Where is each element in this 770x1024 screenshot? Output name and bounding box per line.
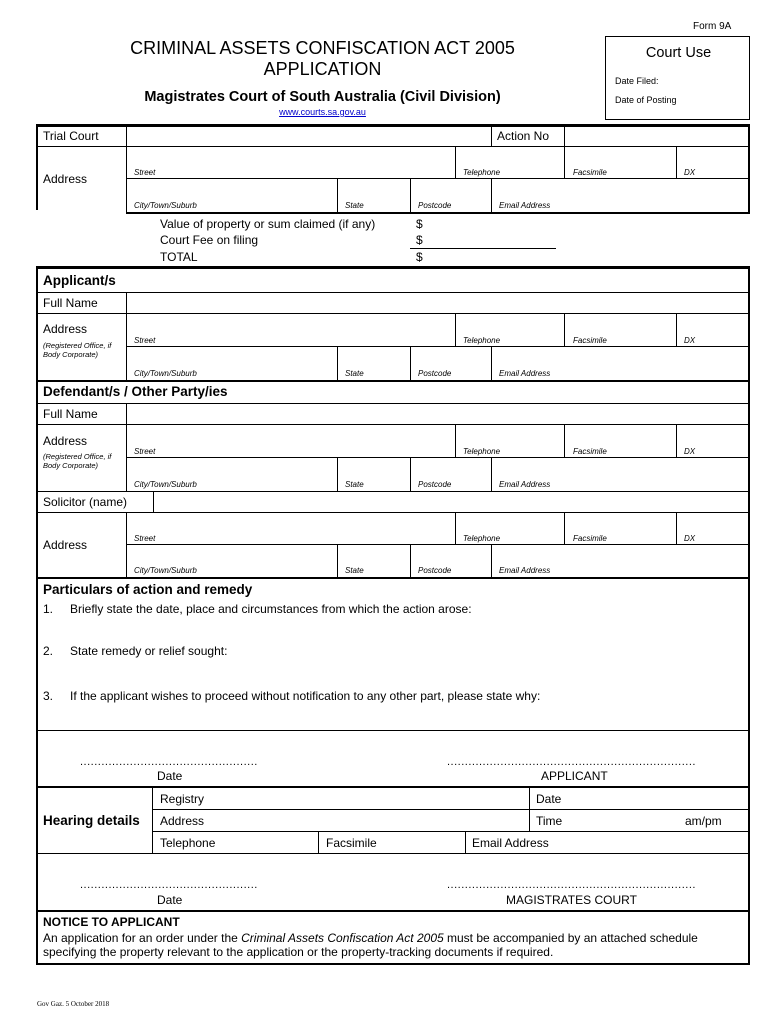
email-label: Email Address (499, 201, 551, 210)
facsimile-label: Facsimile (573, 534, 607, 543)
hearing-facsimile-label: Facsimile (326, 836, 377, 850)
hearing-telephone-label: Telephone (160, 836, 216, 850)
hearing-heading: Hearing details (43, 813, 140, 828)
street-label: Street (134, 447, 156, 456)
trial-court-label: Trial Court (43, 129, 99, 143)
form-title-line2: APPLICATION (263, 59, 382, 79)
telephone-label: Telephone (463, 168, 501, 177)
form-title (60, 38, 585, 80)
particulars-item-3-num: 3. (43, 689, 54, 703)
solicitor-label: Solicitor (name) (43, 495, 128, 509)
date-posting-label: Date of Posting (615, 95, 677, 105)
defendant-heading: Defendant/s / Other Party/ies (43, 384, 228, 399)
value-label: Value of property or sum claimed (if any) (160, 217, 376, 231)
defendant-full-name-label: Full Name (43, 407, 98, 421)
total-label: TOTAL (160, 250, 198, 264)
hearing-date-label: Date (536, 792, 562, 806)
court-date-label: Date (157, 893, 183, 907)
dx-label: DX (684, 534, 696, 543)
email-label: Email Address (499, 369, 551, 378)
city-label: City/Town/Suburb (134, 369, 197, 378)
applicant-address-label: Address (43, 322, 88, 336)
particulars-item-1-num: 1. (43, 602, 54, 616)
facsimile-label: Facsimile (573, 168, 607, 177)
court-date-dots[interactable]: .................................................. (80, 879, 258, 891)
hearing-email-label: Email Address (472, 836, 549, 850)
action-no-field[interactable] (565, 127, 748, 146)
telephone-label: Telephone (463, 534, 501, 543)
registry-label: Registry (160, 792, 205, 806)
particulars-heading: Particulars of action and remedy (43, 582, 253, 597)
facsimile-label: Facsimile (573, 336, 607, 345)
date-filed-label: Date Filed: (615, 76, 659, 86)
notice-heading: NOTICE TO APPLICANT (43, 915, 180, 929)
trial-address-label: Address (43, 172, 88, 186)
fee-label: Court Fee on filing (160, 233, 259, 247)
state-label: State (345, 201, 364, 210)
form-title-line1: CRIMINAL ASSETS CONFISCATION ACT 2005 (130, 38, 515, 58)
applicant-registered-note: (Registered Office, if Body Corporate) (43, 341, 112, 359)
court-url-link[interactable]: www.courts.sa.gov.au (279, 107, 366, 117)
particulars-item-2-num: 2. (43, 644, 54, 658)
applicant-full-name-label: Full Name (43, 296, 98, 310)
email-label: Email Address (499, 480, 551, 489)
particulars-item-1-text: Briefly state the date, place and circumstances from which the action arose: (70, 602, 472, 616)
defendant-address-label: Address (43, 434, 88, 448)
court-signature-dots[interactable]: ...................................................................... (447, 879, 696, 891)
solicitor-address-label: Address (43, 538, 88, 552)
applicant-full-name-field[interactable] (127, 293, 748, 313)
notice-text (43, 931, 743, 959)
dx-label: DX (684, 336, 696, 345)
court-use-box (605, 36, 750, 120)
court-signature-label: MAGISTRATES COURT (506, 893, 637, 907)
applicant-signature-label: APPLICANT (541, 769, 608, 783)
applicant-date-label: Date (157, 769, 183, 783)
notice-text-before: An application for an order under the (43, 931, 242, 945)
street-label: Street (134, 336, 156, 345)
court-name: Magistrates Court of South Australia (Civil Division) (144, 89, 501, 105)
street-label: Street (134, 168, 156, 177)
state-label: State (345, 480, 364, 489)
value-currency: $ (416, 217, 423, 231)
postcode-label: Postcode (418, 369, 452, 378)
particulars-item-2-text: State remedy or relief sought: (70, 644, 228, 658)
total-currency: $ (416, 250, 423, 264)
action-no-label: Action No (497, 129, 550, 143)
telephone-label: Telephone (463, 336, 501, 345)
notice-act-name: Criminal Assets Confiscation Act 2005 (241, 931, 444, 945)
postcode-label: Postcode (418, 566, 452, 575)
trial-court-field[interactable] (127, 127, 491, 146)
state-label: State (345, 566, 364, 575)
telephone-label: Telephone (463, 447, 501, 456)
form-number: Form 9A (693, 21, 732, 32)
defendant-full-name-field[interactable] (127, 404, 748, 424)
postcode-label: Postcode (418, 480, 452, 489)
city-label: City/Town/Suburb (134, 201, 197, 210)
city-label: City/Town/Suburb (134, 480, 197, 489)
dx-label: DX (684, 447, 696, 456)
particulars-item-3-text: If the applicant wishes to proceed without notification to any other part, please state why: (70, 689, 541, 703)
applicant-date-dots[interactable]: .................................................. (80, 756, 258, 768)
defendant-registered-note: (Registered Office, if Body Corporate) (43, 452, 112, 470)
applicant-signature-dots[interactable]: ...................................................................... (447, 756, 696, 768)
hearing-time-label: Time (536, 814, 563, 828)
court-use-title: Court Use (645, 45, 712, 61)
hearing-ampm-label: am/pm (685, 814, 722, 828)
solicitor-name-field[interactable] (154, 492, 748, 512)
hearing-address-label: Address (160, 814, 205, 828)
city-label: City/Town/Suburb (134, 566, 197, 575)
applicant-heading: Applicant/s (43, 273, 116, 288)
postcode-label: Postcode (418, 201, 452, 210)
email-label: Email Address (499, 566, 551, 575)
state-label: State (345, 369, 364, 378)
street-label: Street (134, 534, 156, 543)
fee-currency: $ (416, 233, 423, 247)
dx-label: DX (684, 168, 696, 177)
facsimile-label: Facsimile (573, 447, 607, 456)
gazette-footer: Gov Gaz. 5 October 2018 (37, 1000, 110, 1008)
notice-text-after: must be accompanied by an attached schedule specifying the property relevant to the application or the property-tracking documents if required. (43, 931, 698, 959)
